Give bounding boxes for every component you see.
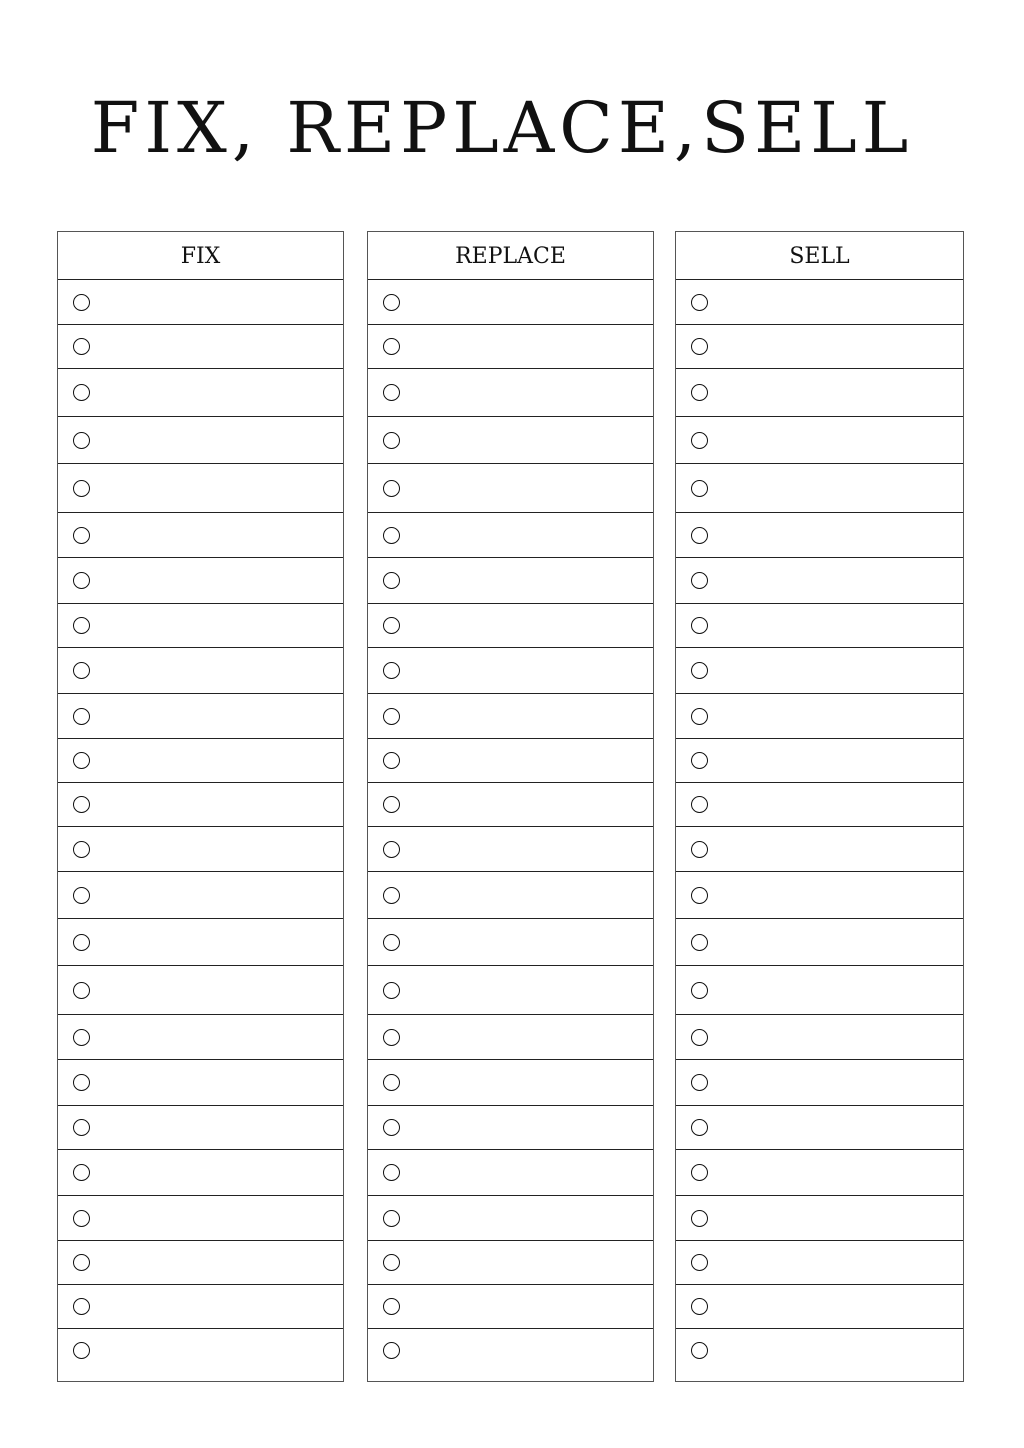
circle-checkbox-icon[interactable] <box>383 572 400 589</box>
sell-list-item[interactable] <box>676 739 963 783</box>
circle-checkbox-icon[interactable] <box>383 708 400 725</box>
sell-column <box>675 231 964 1382</box>
circle-checkbox-icon[interactable] <box>73 572 90 589</box>
replace-list-item[interactable] <box>368 280 653 325</box>
circle-checkbox-icon[interactable] <box>73 887 90 904</box>
replace-list-item[interactable] <box>368 558 653 604</box>
fix-list-item[interactable] <box>58 280 343 325</box>
circle-checkbox-icon[interactable] <box>73 752 90 769</box>
sell-list-item[interactable] <box>676 1015 963 1060</box>
circle-checkbox-icon[interactable] <box>383 1164 400 1181</box>
fix-list-item[interactable] <box>58 369 343 417</box>
circle-checkbox-icon[interactable] <box>691 1210 708 1227</box>
replace-column-header: REPLACE <box>368 232 653 280</box>
circle-checkbox-icon[interactable] <box>691 384 708 401</box>
fix-list-item[interactable] <box>58 1106 343 1150</box>
fix-list-item[interactable] <box>58 1285 343 1329</box>
fix-column <box>57 231 344 1382</box>
circle-checkbox-icon[interactable] <box>73 796 90 813</box>
fix-list-item[interactable] <box>58 1060 343 1106</box>
replace-list-item[interactable] <box>368 604 653 648</box>
circle-checkbox-icon[interactable] <box>691 338 708 355</box>
fix-list-item[interactable] <box>58 648 343 694</box>
circle-checkbox-icon[interactable] <box>383 384 400 401</box>
circle-checkbox-icon[interactable] <box>383 527 400 544</box>
sell-list-item[interactable] <box>676 1150 963 1196</box>
circle-checkbox-icon[interactable] <box>691 1074 708 1091</box>
page-title: FIX, REPLACE,SELL <box>90 87 914 169</box>
circle-checkbox-icon[interactable] <box>73 1074 90 1091</box>
circle-checkbox-icon[interactable] <box>383 1074 400 1091</box>
circle-checkbox-icon[interactable] <box>383 982 400 999</box>
fix-list-item[interactable] <box>58 919 343 966</box>
fix-list-item[interactable] <box>58 513 343 558</box>
circle-checkbox-icon[interactable] <box>691 1254 708 1271</box>
sell-list-item[interactable] <box>676 1329 963 1382</box>
circle-checkbox-icon[interactable] <box>73 384 90 401</box>
sell-list-item[interactable] <box>676 783 963 827</box>
circle-checkbox-icon[interactable] <box>383 887 400 904</box>
circle-checkbox-icon[interactable] <box>691 841 708 858</box>
replace-list-item[interactable] <box>368 1150 653 1196</box>
sell-list-item[interactable] <box>676 280 963 325</box>
fix-list-item[interactable] <box>58 1015 343 1060</box>
circle-checkbox-icon[interactable] <box>73 1298 90 1315</box>
circle-checkbox-icon[interactable] <box>383 1342 400 1359</box>
replace-column <box>367 231 654 1382</box>
fix-list-item[interactable] <box>58 558 343 604</box>
circle-checkbox-icon[interactable] <box>383 1254 400 1271</box>
circle-checkbox-icon[interactable] <box>691 617 708 634</box>
circle-checkbox-icon[interactable] <box>383 841 400 858</box>
circle-checkbox-icon[interactable] <box>691 1119 708 1136</box>
replace-list-item[interactable] <box>368 966 653 1015</box>
circle-checkbox-icon[interactable] <box>383 294 400 311</box>
fix-column-header: FIX <box>58 232 343 280</box>
fix-list-item[interactable] <box>58 1196 343 1241</box>
replace-list-item[interactable] <box>368 872 653 919</box>
circle-checkbox-icon[interactable] <box>73 1254 90 1271</box>
circle-checkbox-icon[interactable] <box>691 1342 708 1359</box>
circle-checkbox-icon[interactable] <box>691 1164 708 1181</box>
replace-list-item[interactable] <box>368 827 653 872</box>
circle-checkbox-icon[interactable] <box>383 662 400 679</box>
circle-checkbox-icon[interactable] <box>383 1029 400 1046</box>
circle-checkbox-icon[interactable] <box>73 294 90 311</box>
circle-checkbox-icon[interactable] <box>73 338 90 355</box>
sell-list-item[interactable] <box>676 1241 963 1285</box>
replace-list-item[interactable] <box>368 325 653 369</box>
circle-checkbox-icon[interactable] <box>691 432 708 449</box>
circle-checkbox-icon[interactable] <box>691 1298 708 1315</box>
fix-list-item[interactable] <box>58 1150 343 1196</box>
circle-checkbox-icon[interactable] <box>383 796 400 813</box>
circle-checkbox-icon[interactable] <box>691 982 708 999</box>
circle-checkbox-icon[interactable] <box>691 934 708 951</box>
circle-checkbox-icon[interactable] <box>383 338 400 355</box>
sell-list-item[interactable] <box>676 827 963 872</box>
circle-checkbox-icon[interactable] <box>383 934 400 951</box>
circle-checkbox-icon[interactable] <box>73 1210 90 1227</box>
fix-list-item[interactable] <box>58 966 343 1015</box>
replace-list-item[interactable] <box>368 783 653 827</box>
fix-list-item[interactable] <box>58 417 343 464</box>
sell-list-item[interactable] <box>676 369 963 417</box>
circle-checkbox-icon[interactable] <box>73 662 90 679</box>
circle-checkbox-icon[interactable] <box>691 572 708 589</box>
replace-list-item[interactable] <box>368 1241 653 1285</box>
circle-checkbox-icon[interactable] <box>691 887 708 904</box>
circle-checkbox-icon[interactable] <box>73 1342 90 1359</box>
replace-list-item[interactable] <box>368 739 653 783</box>
circle-checkbox-icon[interactable] <box>73 432 90 449</box>
sell-list-item[interactable] <box>676 417 963 464</box>
circle-checkbox-icon[interactable] <box>691 294 708 311</box>
fix-list-item[interactable] <box>58 1241 343 1285</box>
replace-list-item[interactable] <box>368 1285 653 1329</box>
replace-list-item[interactable] <box>368 1015 653 1060</box>
circle-checkbox-icon[interactable] <box>691 480 708 497</box>
fix-list-item[interactable] <box>58 827 343 872</box>
fix-list-item[interactable] <box>58 1329 343 1382</box>
replace-list-item[interactable] <box>368 694 653 739</box>
replace-list-item[interactable] <box>368 1060 653 1106</box>
fix-list-item[interactable] <box>58 464 343 513</box>
circle-checkbox-icon[interactable] <box>73 617 90 634</box>
fix-list-item[interactable] <box>58 783 343 827</box>
circle-checkbox-icon[interactable] <box>691 662 708 679</box>
circle-checkbox-icon[interactable] <box>383 1119 400 1136</box>
circle-checkbox-icon[interactable] <box>691 527 708 544</box>
circle-checkbox-icon[interactable] <box>691 796 708 813</box>
circle-checkbox-icon[interactable] <box>691 708 708 725</box>
circle-checkbox-icon[interactable] <box>73 527 90 544</box>
circle-checkbox-icon[interactable] <box>383 432 400 449</box>
sell-list-item[interactable] <box>676 325 963 369</box>
fix-list-item[interactable] <box>58 325 343 369</box>
circle-checkbox-icon[interactable] <box>383 1298 400 1315</box>
sell-list-item[interactable] <box>676 1196 963 1241</box>
circle-checkbox-icon[interactable] <box>73 1164 90 1181</box>
replace-list-item[interactable] <box>368 919 653 966</box>
replace-list-item[interactable] <box>368 369 653 417</box>
circle-checkbox-icon[interactable] <box>383 752 400 769</box>
sell-list-item[interactable] <box>676 1060 963 1106</box>
fix-list-item[interactable] <box>58 739 343 783</box>
circle-checkbox-icon[interactable] <box>383 480 400 497</box>
sell-list-item[interactable] <box>676 919 963 966</box>
sell-list-item[interactable] <box>676 604 963 648</box>
circle-checkbox-icon[interactable] <box>383 617 400 634</box>
circle-checkbox-icon[interactable] <box>73 708 90 725</box>
replace-list-item[interactable] <box>368 417 653 464</box>
sell-list-item[interactable] <box>676 966 963 1015</box>
circle-checkbox-icon[interactable] <box>73 934 90 951</box>
replace-list-item[interactable] <box>368 648 653 694</box>
circle-checkbox-icon[interactable] <box>691 752 708 769</box>
circle-checkbox-icon[interactable] <box>691 1029 708 1046</box>
circle-checkbox-icon[interactable] <box>383 1210 400 1227</box>
sell-list-item[interactable] <box>676 1285 963 1329</box>
fix-list-item[interactable] <box>58 872 343 919</box>
sell-list-item[interactable] <box>676 513 963 558</box>
replace-list-item[interactable] <box>368 1106 653 1150</box>
circle-checkbox-icon[interactable] <box>73 1119 90 1136</box>
fix-list-item[interactable] <box>58 604 343 648</box>
fix-list-item[interactable] <box>58 694 343 739</box>
sell-list-item[interactable] <box>676 872 963 919</box>
sell-list-item[interactable] <box>676 694 963 739</box>
sell-list-item[interactable] <box>676 1106 963 1150</box>
circle-checkbox-icon[interactable] <box>73 1029 90 1046</box>
sell-column-header: SELL <box>676 232 963 280</box>
replace-list-item[interactable] <box>368 1196 653 1241</box>
circle-checkbox-icon[interactable] <box>73 480 90 497</box>
sell-list-item[interactable] <box>676 648 963 694</box>
replace-list-item[interactable] <box>368 464 653 513</box>
sell-list-item[interactable] <box>676 464 963 513</box>
circle-checkbox-icon[interactable] <box>73 982 90 999</box>
replace-list-item[interactable] <box>368 1329 653 1382</box>
circle-checkbox-icon[interactable] <box>73 841 90 858</box>
replace-list-item[interactable] <box>368 513 653 558</box>
sell-list-item[interactable] <box>676 558 963 604</box>
